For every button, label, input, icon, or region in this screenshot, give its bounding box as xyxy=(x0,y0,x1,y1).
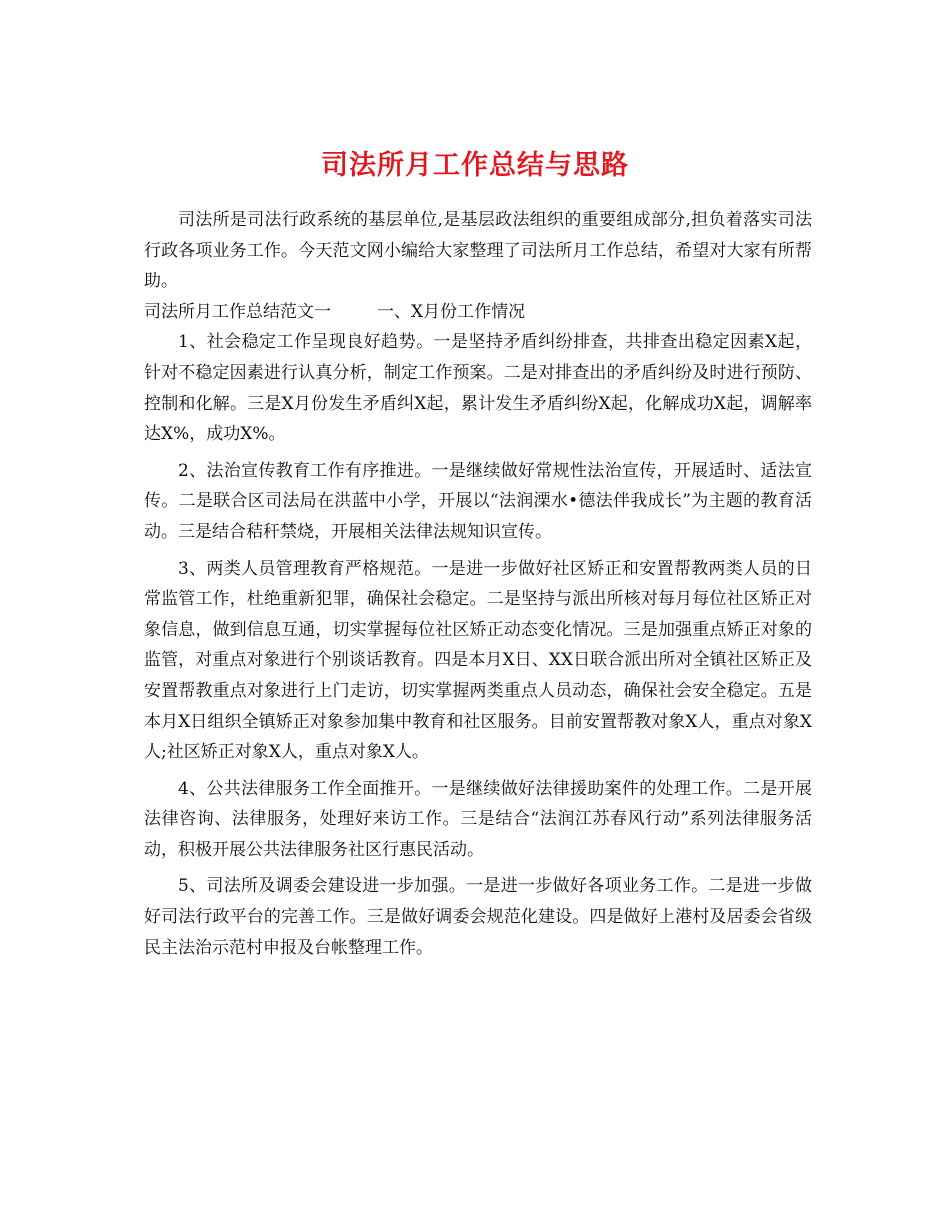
document-body xyxy=(144,205,812,969)
section-heading: 司法所月工作总结范文一 xyxy=(144,301,331,322)
paragraph-3: 3、两类人员管理教育严格规范。一是进一步做好社区矫正和安置帮教两类人员的日常监管工作，杜绝重新犯罪，确保社会稳定。二是坚持与派出所核对每月每位社区矫正对象信息，做到信息互通，切实掌握每位社区矫正动态变化情况。三是加强重点矫正对象的监管，对重点对象进行个别谈话教育。四是本月X日、XX日联合派出所对全镇社区矫正及安置帮教重点对象进行上门走访，切实掌握两类重点人员动态，确保社会安全稳定。五是本月X日组织全镇矫正对象参加集中教育和社区服务。目前安置帮教对象X人，重点对象X人;社区矫正对象X人，重点对象X人。 xyxy=(144,558,812,763)
document-title: 司法所月工作总结与思路 xyxy=(321,150,629,182)
paragraph-2: 2、法治宣传教育工作有序推进。一是继续做好常规性法治宣传，开展适时、适法宣传。二是联合区司法局在洪蓝中小学，开展以“法润溧水•德法伴我成长”为主题的教育活动。三是结合秸秆禁烧，开展相关法律法规知识宣传。 xyxy=(144,460,812,542)
paragraph-5: 5、司法所及调委会建设进一步加强。一是进一步做好各项业务工作。二是进一步做好司法行政平台的完善工作。三是做好调委会规范化建设。四是做好上港村及居委会省级民主法治示范村申报及台帐整理工作。 xyxy=(144,876,812,958)
section-subheading: 一、X月份工作情况 xyxy=(377,301,526,322)
section-heading-line xyxy=(144,297,812,328)
intro-paragraph: 司法所是司法行政系统的基层单位,是基层政法组织的重要组成部分,担负着落实司法行政各项业务工作。今天范文网小编给大家整理了司法所月工作总结，希望对大家有所帮助。 xyxy=(144,210,812,292)
paragraph-1: 1、社会稳定工作呈现良好趋势。一是坚持矛盾纠纷排查，共排查出稳定因素X起，针对不稳定因素进行认真分析，制定工作预案。二是对排查出的矛盾纠纷及时进行预防、控制和化解。三是X月份发生矛盾纠X起，累计发生矛盾纠纷X起，化解成功X起，调解率达X%，成功X%。 xyxy=(144,332,812,445)
paragraph-4: 4、公共法律服务工作全面推开。一是继续做好法律援助案件的处理工作。二是开展法律咨询、法律服务，处理好来访工作。三是结合“法润江苏春风行动”系列法律服务活动，积极开展公共法律服务社区行惠民活动。 xyxy=(144,778,812,860)
